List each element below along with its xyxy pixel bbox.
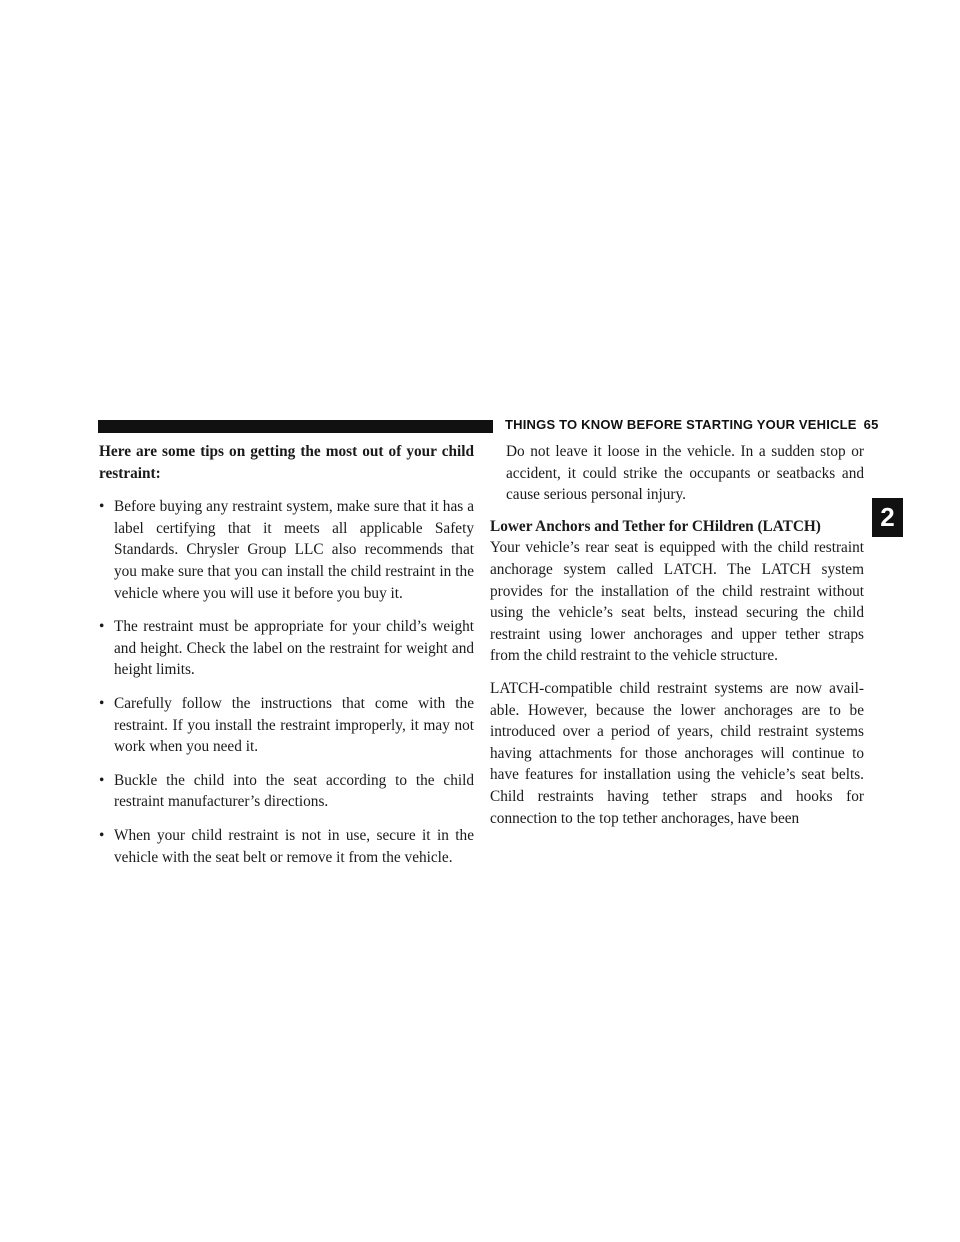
chapter-tab: 2 — [872, 498, 903, 537]
tip-text: When your child restraint is not in use, secure it in the vehicle with the seat belt or remove it from the vehicle. — [114, 826, 474, 866]
tip-text: Buckle the child into the seat according to the child restraint manufacturer’s directions. — [114, 771, 474, 811]
continued-tip-text: Do not leave it loose in the vehicle. In a sudden stop or accident, it could strike the occupants or seatbacks and cause serious personal injury. — [506, 443, 864, 504]
bullet-icon: • — [99, 618, 105, 636]
right-column — [490, 441, 864, 840]
list-item — [99, 770, 474, 813]
tip-text: Before buying any restraint system, make sure that it has a label certifying that it meets all applicable Safety Standards. Chrysler Group LLC also recommends that you make sure that you can install the child restraint in the vehicle where you will use it before you buy it. — [114, 498, 474, 602]
list-item — [99, 825, 474, 868]
tip-text: The restraint must be appropriate for your child’s weight and height. Check the label on the restraint for weight and height limits. — [114, 618, 474, 679]
section-title: THINGS TO KNOW BEFORE STARTING YOUR VEHICLE — [505, 417, 857, 432]
tips-lead: Here are some tips on getting the most out of your child restraint: — [99, 443, 474, 482]
tips-list — [99, 496, 474, 868]
running-header — [505, 417, 879, 432]
page-number: 65 — [863, 417, 879, 432]
body-paragraph: Your vehicle’s rear seat is equipped with the child restraint anchorage system called LATCH. The LATCH system provides for the installation of the child restraint without using the vehicle’s seat belts, instead securing the child restraint using lower anchorages and upper tether straps from the child restraint to the vehicle structure. — [490, 539, 864, 665]
left-column — [99, 441, 474, 880]
list-item — [99, 496, 474, 604]
section-heading: Lower Anchors and Tether for CHildren (LATCH) — [490, 517, 821, 535]
header-rule — [98, 420, 493, 433]
body-paragraph: LATCH-compatible child restraint systems are now available. However, because the lower anchorages are to be introduced over a period of years, child restraint systems having attachments for those anchorages will continue to have features for installation using the vehicle’s seat belts. Child restraints having tether straps and hooks for connection to the top tether anchorages, have been — [490, 679, 864, 827]
bullet-icon: • — [99, 771, 105, 789]
bullet-icon: • — [99, 498, 105, 516]
list-item — [99, 616, 474, 681]
tip-text: Carefully follow the instructions that come with the restraint. If you install the restraint improperly, it may not work when you need it. — [114, 694, 474, 756]
bullet-icon: • — [99, 694, 105, 712]
bullet-icon: • — [99, 826, 105, 844]
list-item — [99, 693, 474, 758]
